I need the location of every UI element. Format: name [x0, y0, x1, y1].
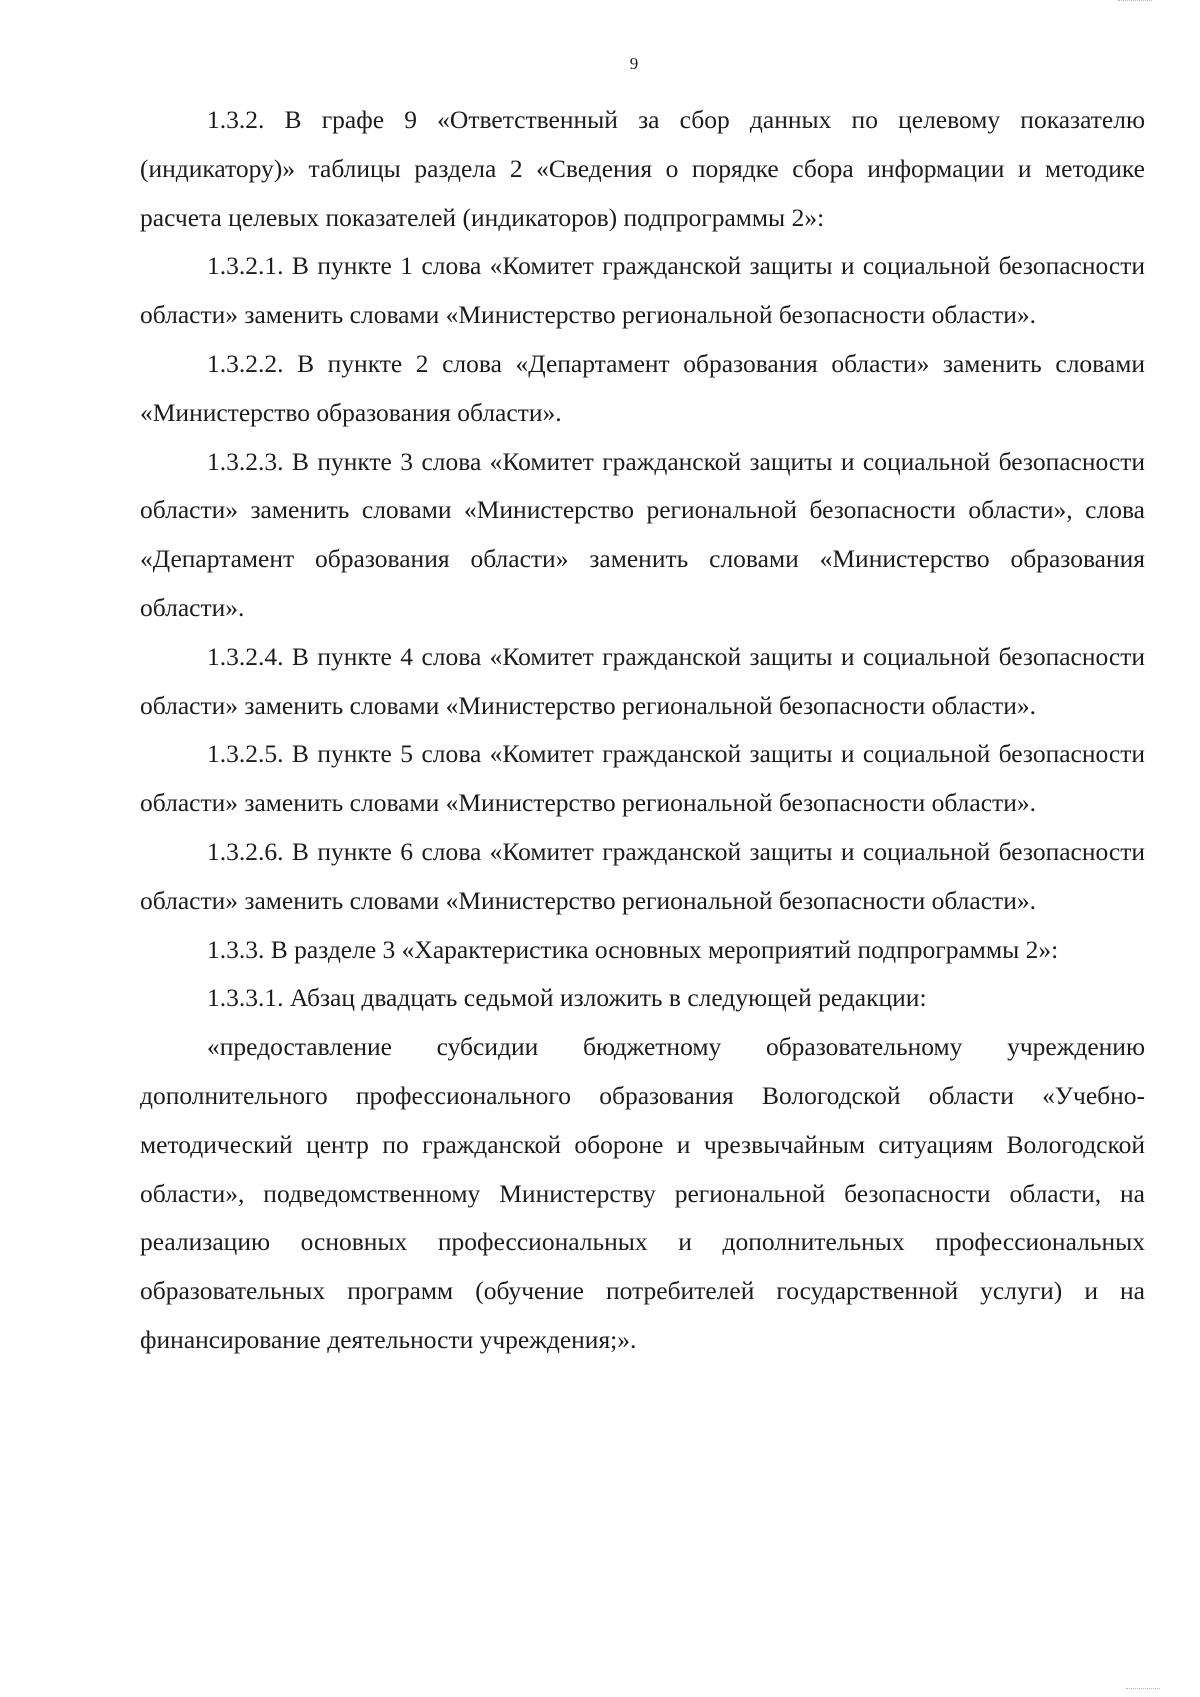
scan-edge-mark-bottom: [1126, 1688, 1160, 1693]
paragraph-1-3-2-3: 1.3.2.3. В пункте 3 слова «Комитет гражданской защиты и социальной безопасности области» заменить словами «Министерство региональной безопасности области», слова «Департамент образования области» заменить словами «Министерство образования области».: [140, 446, 1145, 622]
paragraph-1-3-3-1: 1.3.3.1. Абзац двадцать седьмой изложить в следующей редакции:: [207, 983, 927, 1013]
paragraph-1-3-2: 1.3.2. В графе 9 «Ответственный за сбор данных по целевому показателю (индикатору)» таблицы раздела 2 «Сведения о порядке сбора информации и методике расчета целевых показателей (индикаторов) подпрограммы 2»:: [140, 105, 1145, 232]
paragraph-1-3-2-6: 1.3.2.6. В пункте 6 слова «Комитет гражданской защиты и социальной безопасности области» заменить словами «Министерство региональной безопасности области».: [140, 836, 1145, 915]
paragraph-1-3-2-1: 1.3.2.1. В пункте 1 слова «Комитет гражданской защиты и социальной безопасности области» заменить словами «Министерство региональной безопасности области».: [140, 251, 1145, 330]
document-body: [140, 96, 1145, 1365]
paragraph-1-3-2-5: 1.3.2.5. В пункте 5 слова «Комитет гражданской защиты и социальной безопасности области» заменить словами «Министерство региональной безопасности области».: [140, 739, 1145, 818]
page-number: 9: [629, 54, 639, 73]
quoted-paragraph: «предоставление субсидии бюджетному образовательному учреждению дополнительного профессионального образования Вологодской области «Учебно-методический центр по гражданской обороне и чрезвычайным ситуациям Вологодской области», подведомственному Министерству региональной безопасности области, на реализацию основных профессиональных и дополнительных профессиональных образовательных программ (обучение потребителей государственной услуги) и на финансирование деятельности учреждения;».: [140, 1032, 1145, 1354]
scan-edge-mark-top: [1118, 0, 1152, 5]
paragraph-1-3-3: 1.3.3. В разделе 3 «Характеристика основных мероприятий подпрограммы 2»:: [207, 934, 1059, 964]
paragraph-1-3-2-4: 1.3.2.4. В пункте 4 слова «Комитет гражданской защиты и социальной безопасности области» заменить словами «Министерство региональной безопасности области».: [140, 641, 1145, 720]
paragraph-1-3-2-2: 1.3.2.2. В пункте 2 слова «Департамент образования области» заменить словами «Министерство образования области».: [140, 348, 1145, 427]
